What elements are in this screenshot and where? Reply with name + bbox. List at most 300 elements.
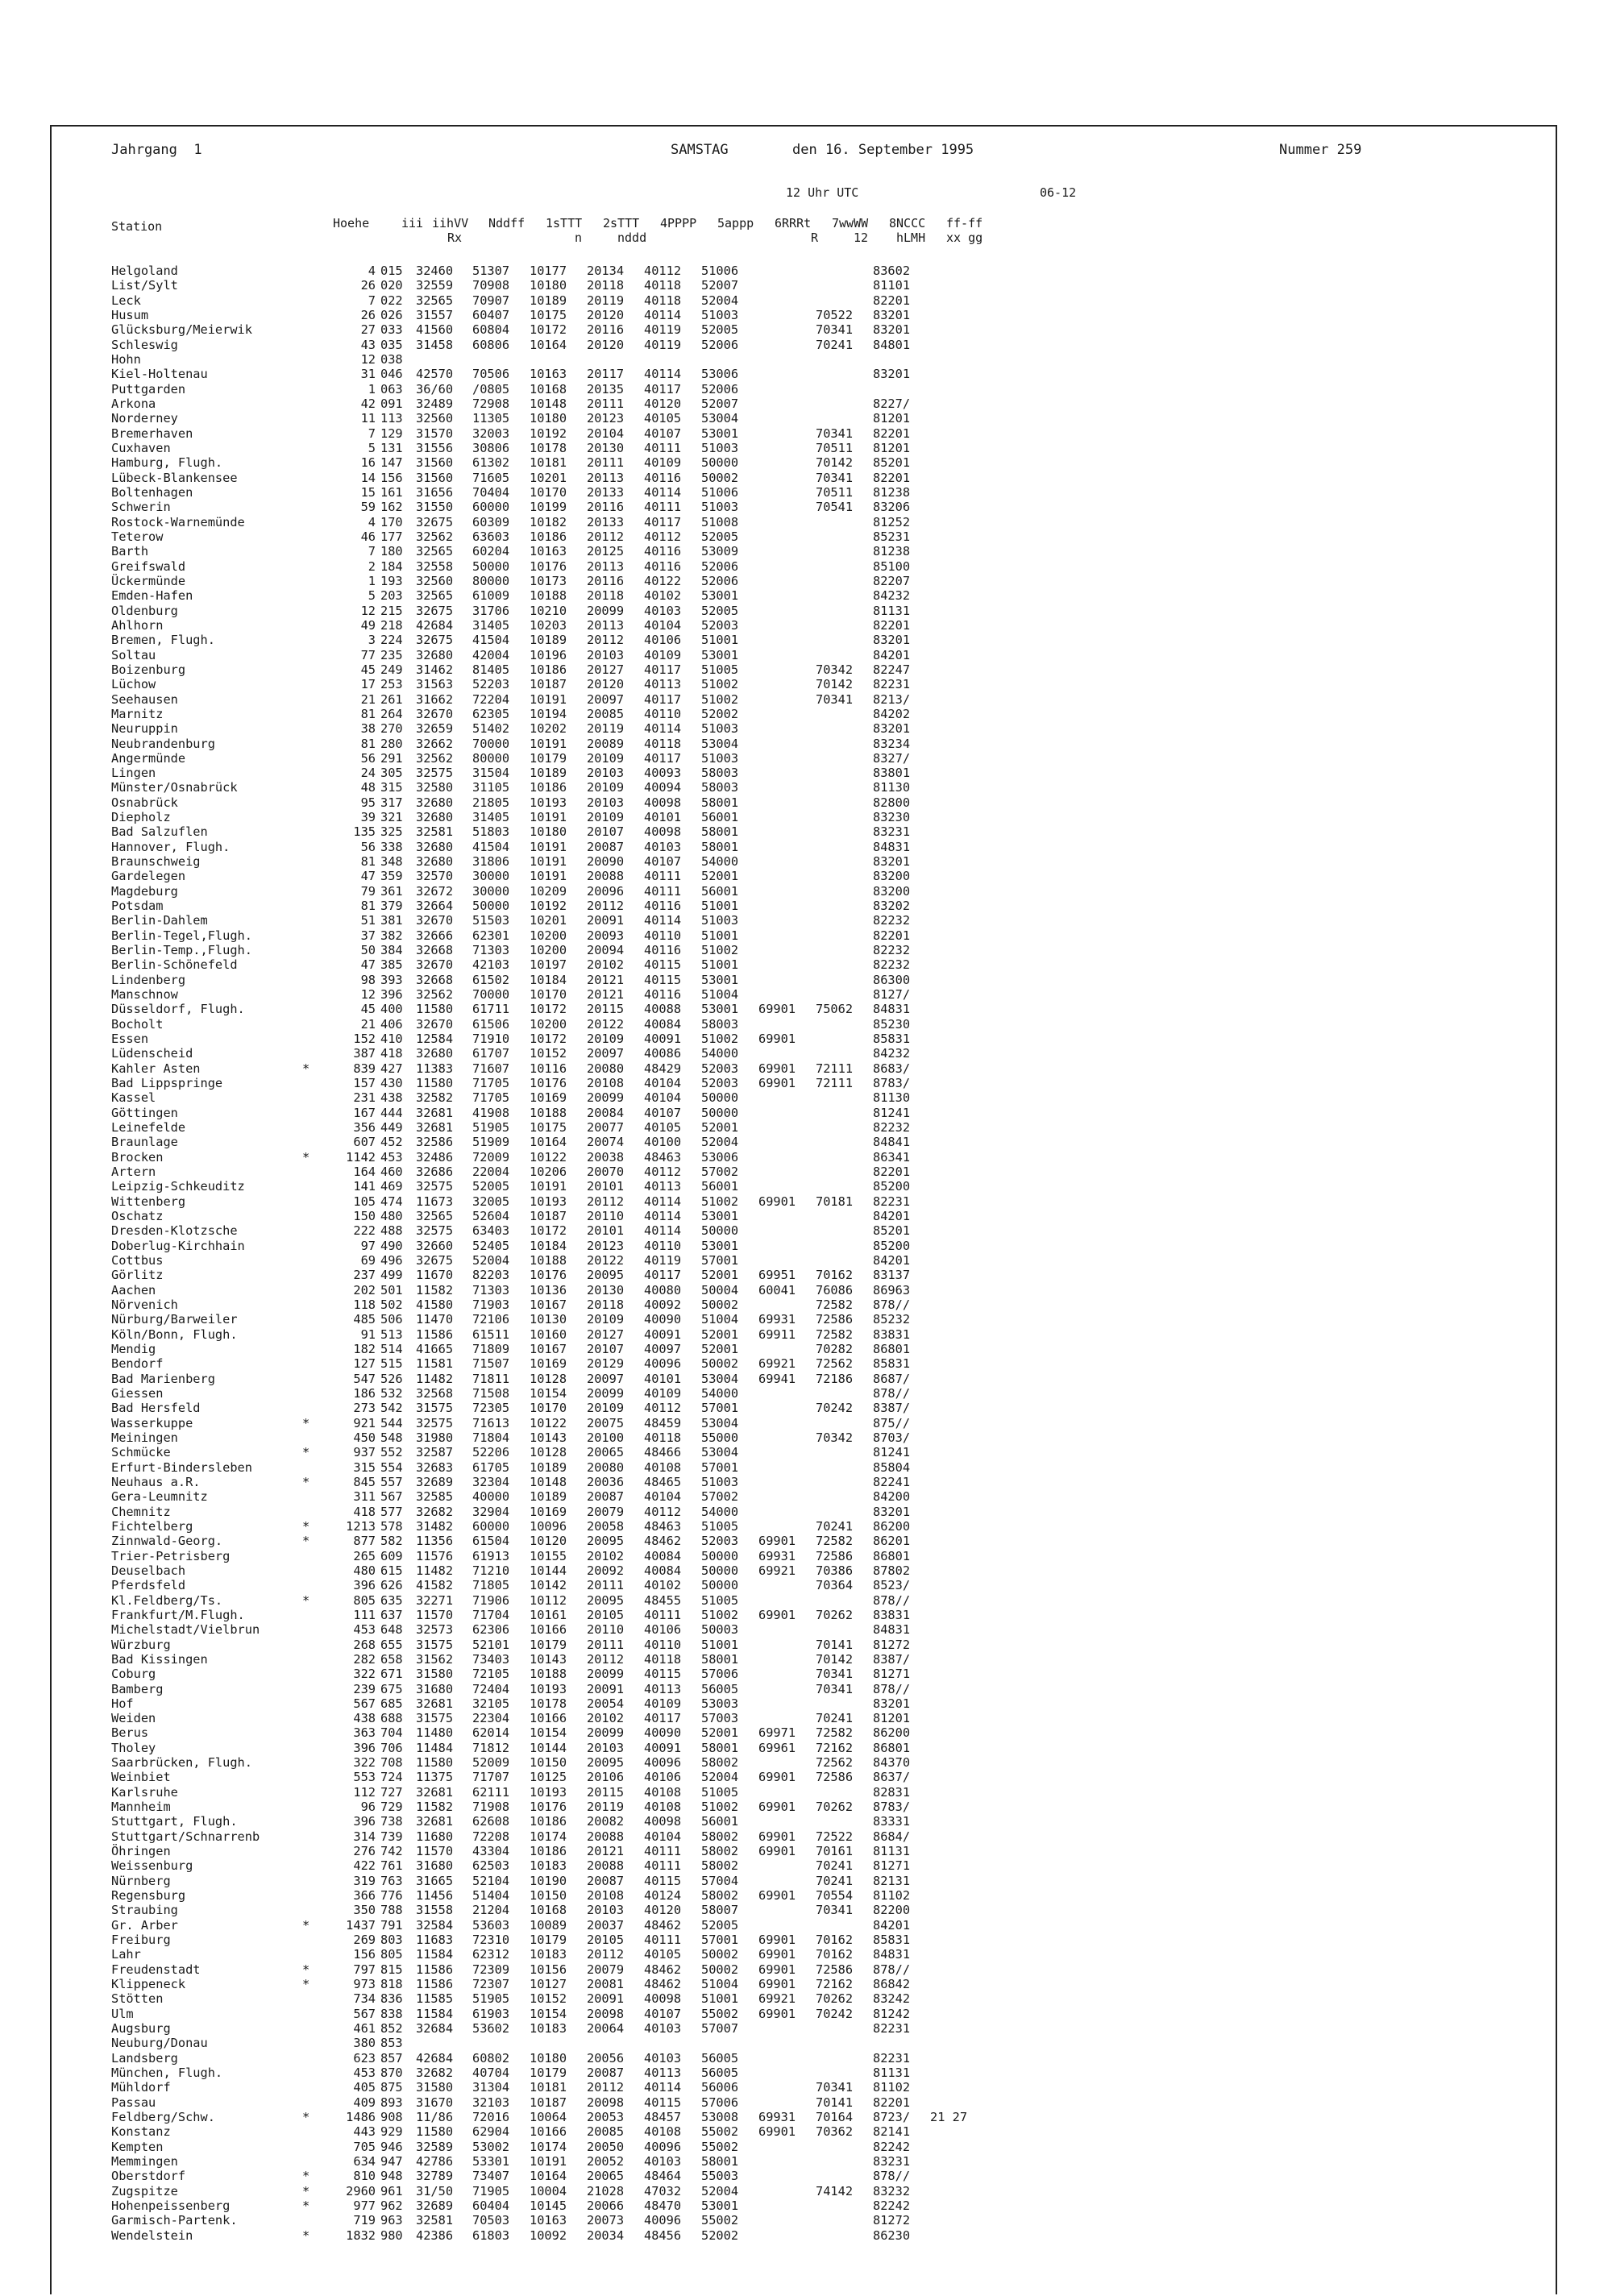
2sttt-value: 20080 xyxy=(587,1061,625,1076)
1sttt-value: 10179 xyxy=(530,1933,567,1948)
2sttt-value: 20079 xyxy=(587,1962,625,1977)
2sttt-value: 20064 xyxy=(587,2021,625,2037)
5appp-value: 58001 xyxy=(701,1740,739,1755)
ihvv-value: 11570 xyxy=(416,1844,454,1859)
iii-value: 852 xyxy=(380,2021,403,2037)
table-row xyxy=(111,1725,1481,1740)
6rrrt-value: 69901 xyxy=(758,1888,796,1904)
nddff-value: 30000 xyxy=(472,869,510,884)
5appp-value: 51004 xyxy=(701,987,739,1003)
1sttt-value: 10150 xyxy=(530,1888,567,1904)
2sttt-value: 20121 xyxy=(587,1844,625,1859)
station-table xyxy=(111,264,1481,2243)
table-row xyxy=(111,987,1481,1002)
2sttt-value: 20112 xyxy=(587,899,625,914)
table-row xyxy=(111,2036,1481,2050)
nddff-value: 70908 xyxy=(472,278,510,293)
6rrrt-value: 69901 xyxy=(758,1844,796,1859)
8nccc-value: 83831 xyxy=(873,1327,911,1342)
4pppp-value: 40096 xyxy=(644,2139,682,2154)
2sttt-value: 20100 xyxy=(587,1430,625,1445)
nddff-value: 52104 xyxy=(472,1873,510,1888)
hoehe-value: 1213 xyxy=(346,1518,376,1534)
4pppp-value: 48462 xyxy=(644,1917,682,1933)
iii-value: 147 xyxy=(380,455,403,471)
4pppp-value: 40113 xyxy=(644,1681,682,1696)
1sttt-value: 10178 xyxy=(530,440,567,455)
5appp-value: 56005 xyxy=(701,2066,739,2081)
iii-value: 688 xyxy=(380,1711,403,1726)
col-8nccc: 8NCCC xyxy=(889,216,926,230)
6rrrt-value: 69921 xyxy=(758,1991,796,2007)
mountain-marker: * xyxy=(302,2110,310,2125)
hoehe-value: 12 xyxy=(360,987,376,1003)
4pppp-value: 40116 xyxy=(644,470,682,485)
4pppp-value: 40120 xyxy=(644,1903,682,1918)
station-name: Augsburg xyxy=(111,2021,171,2037)
station-name: Chemnitz xyxy=(111,1504,171,1519)
table-row xyxy=(111,397,1481,411)
iii-value: 515 xyxy=(380,1356,403,1372)
table-row xyxy=(111,913,1481,928)
nddff-value: 30000 xyxy=(472,883,510,899)
1sttt-value: 10202 xyxy=(530,721,567,737)
8nccc-value: 84801 xyxy=(873,337,911,352)
8nccc-value: 8227/ xyxy=(873,396,911,411)
7wwww-value: 72586 xyxy=(816,1548,854,1563)
station-name: Kl.Feldberg/Ts. xyxy=(111,1592,223,1608)
table-row xyxy=(111,2184,1481,2198)
hoehe-value: 79 xyxy=(360,883,376,899)
8nccc-value: 85831 xyxy=(873,1032,911,1047)
iii-value: 742 xyxy=(380,1844,403,1859)
nddff-value: 52005 xyxy=(472,1179,510,1194)
hoehe-value: 1832 xyxy=(346,2227,376,2243)
8nccc-value: 84831 xyxy=(873,1002,911,1017)
4pppp-value: 40116 xyxy=(644,558,682,574)
col-2sttt: 2sTTT xyxy=(603,216,640,230)
ihvv-value: 12584 xyxy=(416,1032,454,1047)
8nccc-value: 85201 xyxy=(873,1223,911,1239)
ihvv-value: 32562 xyxy=(416,750,454,766)
5appp-value: 51005 xyxy=(701,1592,739,1608)
8nccc-value: 84201 xyxy=(873,1917,911,1933)
station-name: Emden-Hafen xyxy=(111,588,193,604)
2sttt-value: 20123 xyxy=(587,411,625,426)
4pppp-value: 40110 xyxy=(644,928,682,943)
5appp-value: 52006 xyxy=(701,381,739,397)
1sttt-value: 10163 xyxy=(530,544,567,559)
nddff-value: /0805 xyxy=(472,381,510,397)
6rrrt-value: 69931 xyxy=(758,2110,796,2125)
ihvv-value: 32789 xyxy=(416,2169,454,2184)
7wwww-value: 70142 xyxy=(816,677,854,692)
station-name: Trier-Petrisberg xyxy=(111,1548,231,1563)
4pppp-value: 40107 xyxy=(644,854,682,870)
ihvv-value: 36/60 xyxy=(416,381,454,397)
hoehe-value: 15 xyxy=(360,484,376,500)
hoehe-value: 5 xyxy=(368,588,376,604)
8nccc-value: 8213/ xyxy=(873,691,911,707)
4pppp-value: 40109 xyxy=(644,455,682,471)
2sttt-value: 20108 xyxy=(587,1888,625,1904)
station-name: Soltau xyxy=(111,647,156,662)
4pppp-value: 40111 xyxy=(644,440,682,455)
1sttt-value: 10191 xyxy=(530,736,567,751)
2sttt-value: 20091 xyxy=(587,1991,625,2007)
table-row xyxy=(111,1829,1481,1844)
1sttt-value: 10191 xyxy=(530,810,567,825)
1sttt-value: 10176 xyxy=(530,558,567,574)
2sttt-value: 20097 xyxy=(587,1046,625,1061)
hoehe-value: 186 xyxy=(353,1385,376,1401)
2sttt-value: 20121 xyxy=(587,987,625,1003)
iii-value: 836 xyxy=(380,1991,403,2007)
ihvv-value: 11456 xyxy=(416,1888,454,1904)
hoehe-value: 26 xyxy=(360,278,376,293)
iii-value: 452 xyxy=(380,1135,403,1150)
1sttt-value: 10182 xyxy=(530,514,567,529)
mountain-marker: * xyxy=(302,1534,310,1549)
col-5appp: 5appp xyxy=(717,216,754,230)
2sttt-value: 20099 xyxy=(587,603,625,618)
5appp-value: 51006 xyxy=(701,264,739,278)
table-row xyxy=(111,957,1481,972)
2sttt-value: 20103 xyxy=(587,1903,625,1918)
7wwww-value: 72582 xyxy=(816,1297,854,1312)
ihvv-value: 32560 xyxy=(416,411,454,426)
5appp-value: 51003 xyxy=(701,721,739,737)
hoehe-value: 7 xyxy=(368,426,376,441)
nddff-value: 52604 xyxy=(472,1209,510,1223)
nddff-value: 71303 xyxy=(472,943,510,958)
2sttt-value: 21028 xyxy=(587,2183,625,2198)
hoehe-value: 231 xyxy=(353,1090,376,1106)
station-name: Hohenpeissenberg xyxy=(111,2198,231,2213)
nddff-value: 71812 xyxy=(472,1740,510,1755)
table-row xyxy=(111,1563,1481,1578)
mountain-marker: * xyxy=(302,1962,310,1977)
hoehe-value: 409 xyxy=(353,2095,376,2110)
table-row xyxy=(111,1209,1481,1223)
station-name: Cuxhaven xyxy=(111,440,171,455)
1sttt-value: 10176 xyxy=(530,1076,567,1091)
8nccc-value: 81271 xyxy=(873,1858,911,1874)
hoehe-value: 127 xyxy=(353,1356,376,1372)
6rrrt-value: 69901 xyxy=(758,1194,796,1209)
nddff-value: 61506 xyxy=(472,1016,510,1032)
8nccc-value: 84200 xyxy=(873,1489,911,1505)
ihvv-value: 32681 xyxy=(416,1696,454,1711)
8nccc-value: 83206 xyxy=(873,500,911,515)
station-name: Stötten xyxy=(111,1991,164,2007)
col-1sttt-sub: n xyxy=(575,230,583,245)
station-name: Öhringen xyxy=(111,1844,171,1859)
1sttt-value: 10179 xyxy=(530,2066,567,2081)
2sttt-value: 20097 xyxy=(587,1371,625,1386)
iii-value: 348 xyxy=(380,854,403,870)
nddff-value: 71210 xyxy=(472,1563,510,1578)
8nccc-value: 81201 xyxy=(873,1711,911,1726)
1sttt-value: 10166 xyxy=(530,1622,567,1638)
nddff-value: 32105 xyxy=(472,1696,510,1711)
1sttt-value: 10200 xyxy=(530,1016,567,1032)
iii-value: 453 xyxy=(380,1149,403,1165)
6rrrt-value: 69971 xyxy=(758,1725,796,1741)
table-row xyxy=(111,824,1481,839)
nddff-value: 52405 xyxy=(472,1238,510,1253)
hoehe-value: 48 xyxy=(360,780,376,795)
5appp-value: 57001 xyxy=(701,1401,739,1416)
table-row xyxy=(111,308,1481,322)
4pppp-value: 40103 xyxy=(644,2050,682,2066)
8nccc-value: 82231 xyxy=(873,2050,911,2066)
7wwww-value: 70141 xyxy=(816,2095,854,2110)
2sttt-value: 20119 xyxy=(587,1800,625,1815)
hoehe-value: 396 xyxy=(353,1578,376,1593)
6rrrt-value: 69901 xyxy=(758,1061,796,1076)
1sttt-value: 10186 xyxy=(530,529,567,544)
2sttt-value: 20081 xyxy=(587,1977,625,1992)
station-name: Manschnow xyxy=(111,987,178,1003)
2sttt-value: 20111 xyxy=(587,1578,625,1593)
ihvv-value: 32668 xyxy=(416,972,454,987)
8nccc-value: 85232 xyxy=(873,1312,911,1327)
8nccc-value: 83200 xyxy=(873,869,911,884)
ihvv-value: 32581 xyxy=(416,824,454,840)
station-name: Oberstdorf xyxy=(111,2169,186,2184)
ihvv-value: 41560 xyxy=(416,322,454,338)
2sttt-value: 20056 xyxy=(587,2050,625,2066)
nddff-value: 62904 xyxy=(472,2124,510,2140)
iii-value: 738 xyxy=(380,1814,403,1829)
8nccc-value: 81201 xyxy=(873,440,911,455)
7wwww-value: 72162 xyxy=(816,1740,854,1755)
1sttt-value: 10148 xyxy=(530,396,567,411)
4pppp-value: 40112 xyxy=(644,529,682,544)
table-row xyxy=(111,1638,1481,1652)
nddff-value: 61707 xyxy=(472,1046,510,1061)
table-row xyxy=(111,441,1481,455)
2sttt-value: 20123 xyxy=(587,1238,625,1253)
station-name: Schleswig xyxy=(111,337,178,352)
7wwww-value: 70161 xyxy=(816,1844,854,1859)
ihvv-value: 31680 xyxy=(416,1858,454,1874)
2sttt-value: 20116 xyxy=(587,573,625,588)
mountain-marker: * xyxy=(302,1592,310,1608)
station-name: Nürburg/Barweiler xyxy=(111,1312,238,1327)
iii-value: 063 xyxy=(380,381,403,397)
station-name: Braunlage xyxy=(111,1135,178,1150)
nddff-value: 70000 xyxy=(472,987,510,1003)
ihvv-value: 11482 xyxy=(416,1563,454,1578)
8nccc-value: 8723/ xyxy=(873,2110,911,2125)
ihvv-value: 31980 xyxy=(416,1430,454,1445)
station-name: Coburg xyxy=(111,1667,156,1682)
table-row xyxy=(111,618,1481,633)
8nccc-value: 85230 xyxy=(873,1016,911,1032)
4pppp-value: 40116 xyxy=(644,899,682,914)
2sttt-value: 20133 xyxy=(587,484,625,500)
5appp-value: 57007 xyxy=(701,2021,739,2037)
5appp-value: 52004 xyxy=(701,1135,739,1150)
2sttt-value: 20099 xyxy=(587,1385,625,1401)
5appp-value: 52001 xyxy=(701,1120,739,1136)
8nccc-value: 83201 xyxy=(873,721,911,737)
5appp-value: 53001 xyxy=(701,647,739,662)
ihvv-value: 32575 xyxy=(416,1415,454,1430)
4pppp-value: 40104 xyxy=(644,1829,682,1844)
7wwww-value: 72162 xyxy=(816,1977,854,1992)
iii-value: 091 xyxy=(380,396,403,411)
4pppp-value: 40110 xyxy=(644,706,682,721)
5appp-value: 53004 xyxy=(701,411,739,426)
8nccc-value: 86842 xyxy=(873,1977,911,1992)
ffff-value: 21 27 xyxy=(930,2110,968,2125)
2sttt-value: 20096 xyxy=(587,883,625,899)
ihvv-value: 41580 xyxy=(416,1297,454,1312)
5appp-value: 57006 xyxy=(701,1667,739,1682)
7wwww-value: 70522 xyxy=(816,307,854,322)
iii-value: 946 xyxy=(380,2139,403,2154)
5appp-value: 52003 xyxy=(701,1534,739,1549)
ihvv-value: 32684 xyxy=(416,2021,454,2037)
1sttt-value: 10180 xyxy=(530,2050,567,2066)
4pppp-value: 40116 xyxy=(644,544,682,559)
6rrrt-value: 69901 xyxy=(758,1770,796,1785)
8nccc-value: 84232 xyxy=(873,1046,911,1061)
station-name: Oldenburg xyxy=(111,603,178,618)
4pppp-value: 40113 xyxy=(644,677,682,692)
station-name: Neuburg/Donau xyxy=(111,2036,208,2051)
4pppp-value: 40108 xyxy=(644,1459,682,1475)
ihvv-value: 32675 xyxy=(416,514,454,529)
4pppp-value: 40120 xyxy=(644,396,682,411)
4pppp-value: 40106 xyxy=(644,1622,682,1638)
hoehe-value: 845 xyxy=(353,1474,376,1489)
table-row xyxy=(111,485,1481,500)
5appp-value: 53001 xyxy=(701,2198,739,2213)
station-name: Wasserkuppe xyxy=(111,1415,193,1430)
hoehe-value: 152 xyxy=(353,1032,376,1047)
8nccc-value: 83231 xyxy=(873,2154,911,2169)
table-row xyxy=(111,2154,1481,2169)
hoehe-value: 438 xyxy=(353,1711,376,1726)
col-8nccc-sub: hLMH xyxy=(896,230,926,245)
table-row xyxy=(111,1416,1481,1430)
4pppp-value: 40111 xyxy=(644,1607,682,1622)
1sttt-value: 10179 xyxy=(530,1637,567,1652)
station-name: Lüchow xyxy=(111,677,156,692)
4pppp-value: 40117 xyxy=(644,691,682,707)
7wwww-value: 72582 xyxy=(816,1534,854,1549)
station-name: Kiel-Holtenau xyxy=(111,367,208,382)
ihvv-value: 11580 xyxy=(416,2124,454,2140)
table-row xyxy=(111,1888,1481,1903)
ihvv-value: 31580 xyxy=(416,1667,454,1682)
4pppp-value: 40104 xyxy=(644,1076,682,1091)
ihvv-value: 11582 xyxy=(416,1282,454,1297)
iii-value: 908 xyxy=(380,2110,403,2125)
1sttt-value: 10160 xyxy=(530,1327,567,1342)
2sttt-value: 20133 xyxy=(587,514,625,529)
station-name: Bocholt xyxy=(111,1016,164,1032)
col-iii: iii xyxy=(401,216,424,230)
table-row xyxy=(111,559,1481,574)
station-name: Schwerin xyxy=(111,500,171,515)
4pppp-value: 40114 xyxy=(644,913,682,928)
6rrrt-value: 69901 xyxy=(758,1933,796,1948)
1sttt-value: 10154 xyxy=(530,1385,567,1401)
table-row xyxy=(111,1770,1481,1784)
2sttt-value: 20111 xyxy=(587,396,625,411)
table-row xyxy=(111,1194,1481,1209)
7wwww-value: 70262 xyxy=(816,1607,854,1622)
iii-value: 480 xyxy=(380,1209,403,1223)
ihvv-value: 41582 xyxy=(416,1578,454,1593)
ihvv-value: 32489 xyxy=(416,396,454,411)
hoehe-value: 135 xyxy=(353,824,376,840)
hoehe-value: 112 xyxy=(353,1784,376,1800)
hoehe-value: 14 xyxy=(360,470,376,485)
iii-value: 577 xyxy=(380,1504,403,1519)
1sttt-value: 10144 xyxy=(530,1563,567,1578)
6rrrt-value: 69901 xyxy=(758,2124,796,2140)
4pppp-value: 40119 xyxy=(644,337,682,352)
iii-value: 235 xyxy=(380,647,403,662)
col-station: Station xyxy=(111,219,163,234)
2sttt-value: 20112 xyxy=(587,1194,625,1209)
5appp-value: 50000 xyxy=(701,1563,739,1578)
2sttt-value: 20091 xyxy=(587,1681,625,1696)
8nccc-value: 878// xyxy=(873,1962,911,1977)
hoehe-value: 27 xyxy=(360,322,376,338)
col-ffff: ff-ff xyxy=(946,216,983,230)
iii-value: 893 xyxy=(380,2095,403,2110)
iii-value: 046 xyxy=(380,367,403,382)
table-row xyxy=(111,928,1481,943)
5appp-value: 51006 xyxy=(701,484,739,500)
iii-value: 270 xyxy=(380,721,403,737)
nddff-value: 41504 xyxy=(472,839,510,854)
1sttt-value: 10191 xyxy=(530,691,567,707)
nddff-value: 11305 xyxy=(472,411,510,426)
ihvv-value: 42786 xyxy=(416,2154,454,2169)
2sttt-value: 20113 xyxy=(587,617,625,633)
station-name: Bad Salzuflen xyxy=(111,824,208,840)
iii-value: 658 xyxy=(380,1651,403,1667)
8nccc-value: 82242 xyxy=(873,2198,911,2213)
nddff-value: 72204 xyxy=(472,691,510,707)
ihvv-value: 32689 xyxy=(416,1474,454,1489)
8nccc-value: 83230 xyxy=(873,810,911,825)
5appp-value: 55002 xyxy=(701,2124,739,2140)
table-row xyxy=(111,1061,1481,1076)
table-row xyxy=(111,1239,1481,1253)
ihvv-value: 32682 xyxy=(416,1504,454,1519)
iii-value: 305 xyxy=(380,766,403,781)
table-row xyxy=(111,1430,1481,1445)
5appp-value: 51003 xyxy=(701,750,739,766)
table-row xyxy=(111,854,1481,869)
1sttt-value: 10145 xyxy=(530,2198,567,2213)
hoehe-value: 1486 xyxy=(346,2110,376,2125)
nddff-value: 21204 xyxy=(472,1903,510,1918)
8nccc-value: 81242 xyxy=(873,2006,911,2021)
8nccc-value: 82831 xyxy=(873,1784,911,1800)
5appp-value: 53001 xyxy=(701,426,739,441)
station-name: Bad Lippspringe xyxy=(111,1076,223,1091)
